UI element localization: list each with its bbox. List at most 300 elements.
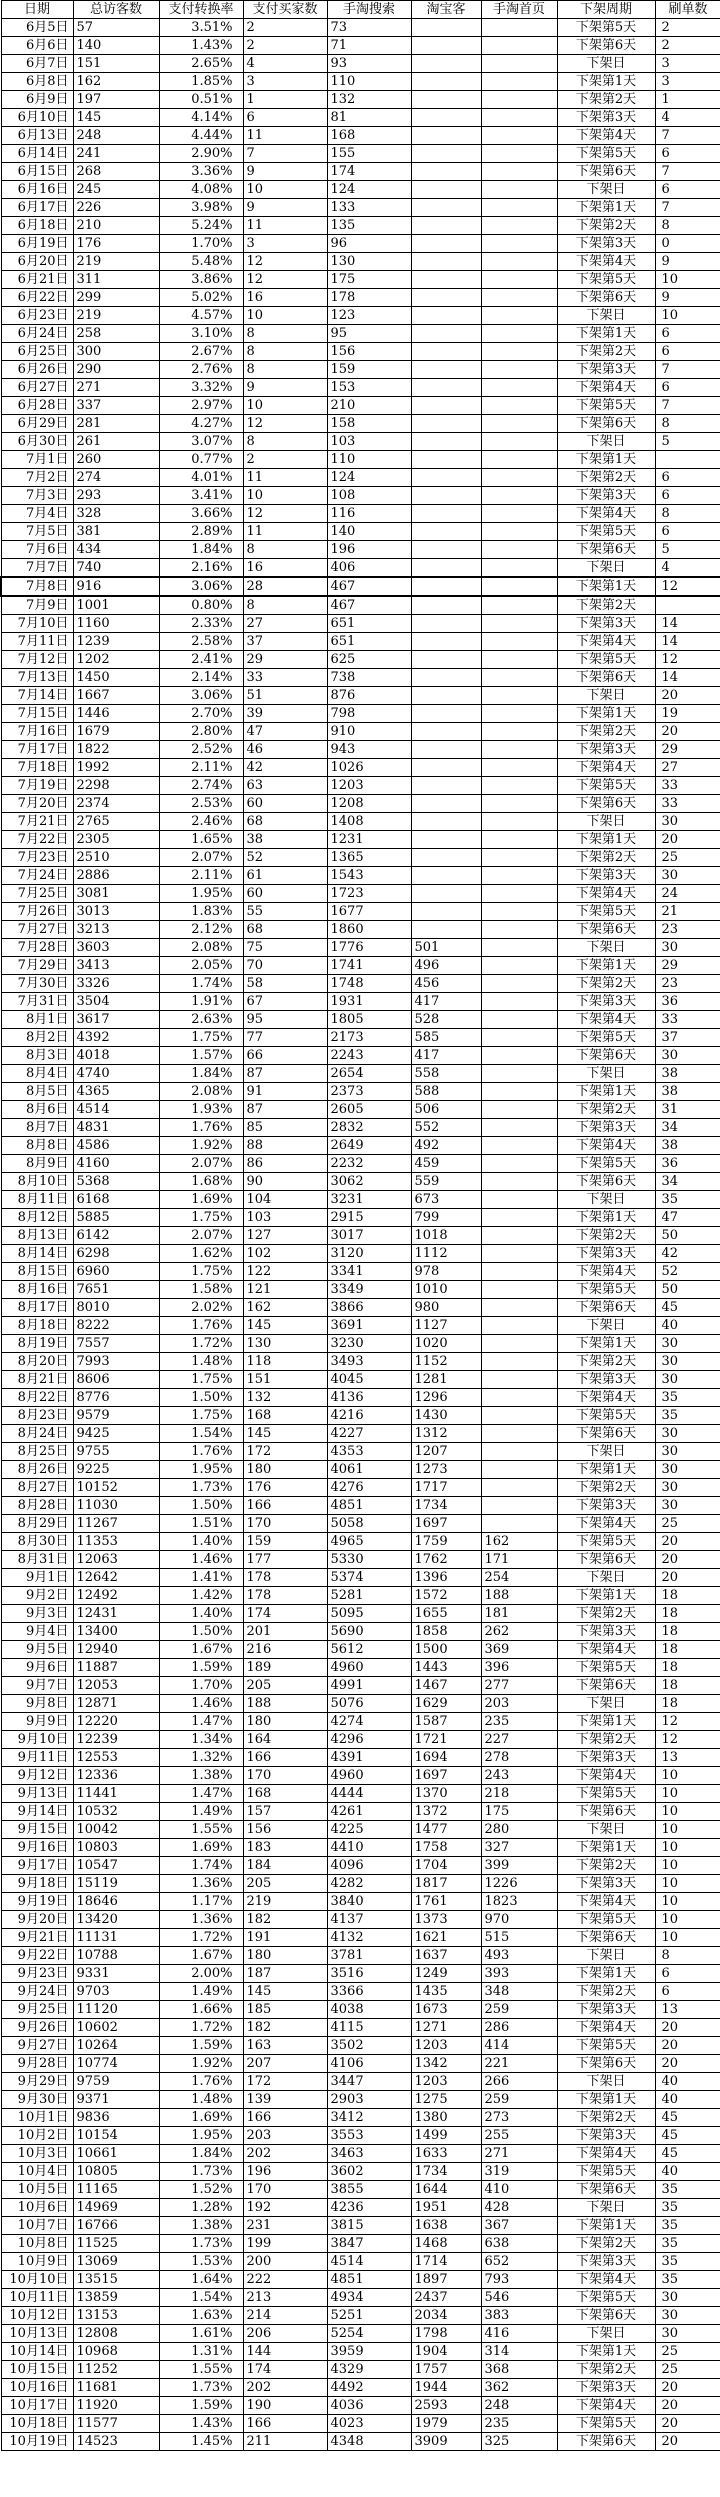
- cell-buyers: 85: [243, 1119, 327, 1137]
- cell-date: 6月15日: [1, 163, 73, 181]
- cell-total-visitors: 151: [73, 55, 159, 73]
- cell-total-visitors: 434: [73, 541, 159, 559]
- cell-buyers: 170: [243, 2181, 327, 2199]
- cell-buyers: 183: [243, 1839, 327, 1857]
- cell-date: 6月28日: [1, 397, 73, 415]
- cell-conversion-rate: 1.17%: [159, 1893, 243, 1911]
- table-row: [1, 37, 720, 55]
- cell-mobile-search: 96: [327, 235, 411, 253]
- cell-delist-cycle: 下架第2天: [557, 1479, 655, 1497]
- cell-date: 9月9日: [1, 1713, 73, 1731]
- cell-delist-cycle: 下架第6天: [557, 2307, 655, 2325]
- cell-buyers: 12: [243, 253, 327, 271]
- cell-mobile-search: 3120: [327, 1245, 411, 1263]
- cell-conversion-rate: 1.76%: [159, 1443, 243, 1461]
- cell-delist-cycle: 下架第2天: [557, 1101, 655, 1119]
- cell-mobile-homepage: [481, 1065, 557, 1083]
- cell-total-visitors: 4365: [73, 1083, 159, 1101]
- cell-date: 8月3日: [1, 1047, 73, 1065]
- cell-buyers: 190: [243, 2397, 327, 2415]
- cell-mobile-homepage: 393: [481, 1965, 557, 1983]
- cell-taobaoke: 1203: [411, 2037, 481, 2055]
- cell-total-visitors: 11252: [73, 2361, 159, 2379]
- cell-date: 6月24日: [1, 325, 73, 343]
- cell-buyers: 182: [243, 2019, 327, 2037]
- cell-mobile-search: 1365: [327, 849, 411, 867]
- cell-brush-count: 25: [655, 1515, 720, 1533]
- cell-delist-cycle: 下架第6天: [557, 795, 655, 813]
- cell-buyers: 202: [243, 2145, 327, 2163]
- cell-mobile-homepage: 416: [481, 2325, 557, 2343]
- cell-brush-count: 30: [655, 1371, 720, 1389]
- cell-delist-cycle: 下架第5天: [557, 1029, 655, 1047]
- cell-total-visitors: 5885: [73, 1209, 159, 1227]
- cell-brush-count: 33: [655, 777, 720, 795]
- cell-total-visitors: 258: [73, 325, 159, 343]
- cell-buyers: 157: [243, 1803, 327, 1821]
- cell-taobaoke: 1817: [411, 1875, 481, 1893]
- cell-delist-cycle: 下架日: [557, 55, 655, 73]
- cell-conversion-rate: 1.74%: [159, 1857, 243, 1875]
- table-row: [1, 523, 720, 541]
- cell-mobile-homepage: 383: [481, 2307, 557, 2325]
- cell-mobile-search: 3516: [327, 1965, 411, 1983]
- cell-taobaoke: 1757: [411, 2361, 481, 2379]
- cell-conversion-rate: 1.70%: [159, 235, 243, 253]
- cell-conversion-rate: 1.84%: [159, 541, 243, 559]
- cell-mobile-search: 1203: [327, 777, 411, 795]
- cell-mobile-homepage: [481, 451, 557, 469]
- cell-taobaoke: [411, 867, 481, 885]
- cell-brush-count: 20: [655, 2379, 720, 2397]
- cell-delist-cycle: 下架第5天: [557, 145, 655, 163]
- cell-taobaoke: 1296: [411, 1389, 481, 1407]
- cell-total-visitors: 5368: [73, 1173, 159, 1191]
- cell-total-visitors: 13859: [73, 2289, 159, 2307]
- cell-buyers: 61: [243, 867, 327, 885]
- cell-mobile-homepage: 181: [481, 1605, 557, 1623]
- cell-mobile-homepage: [481, 1101, 557, 1119]
- cell-mobile-homepage: [481, 73, 557, 91]
- cell-date: 8月17日: [1, 1299, 73, 1317]
- cell-brush-count: 12: [655, 1731, 720, 1749]
- cell-date: 9月19日: [1, 1893, 73, 1911]
- cell-buyers: 12: [243, 505, 327, 523]
- cell-taobaoke: [411, 73, 481, 91]
- cell-mobile-search: 1408: [327, 813, 411, 831]
- cell-date: 9月20日: [1, 1911, 73, 1929]
- table-row: [1, 1209, 720, 1227]
- cell-total-visitors: 4740: [73, 1065, 159, 1083]
- cell-conversion-rate: 1.69%: [159, 1191, 243, 1209]
- table-row: [1, 777, 720, 795]
- cell-mobile-homepage: 171: [481, 1551, 557, 1569]
- table-row: [1, 1497, 720, 1515]
- cell-conversion-rate: 1.47%: [159, 1785, 243, 1803]
- cell-total-visitors: 241: [73, 145, 159, 163]
- cell-delist-cycle: 下架第4天: [557, 1137, 655, 1155]
- cell-delist-cycle: 下架第1天: [557, 1587, 655, 1605]
- cell-date: 9月3日: [1, 1605, 73, 1623]
- table-row: [1, 1929, 720, 1947]
- cell-mobile-homepage: 254: [481, 1569, 557, 1587]
- cell-mobile-homepage: [481, 127, 557, 145]
- cell-brush-count: 14: [655, 615, 720, 633]
- cell-brush-count: 30: [655, 2325, 720, 2343]
- cell-brush-count: 18: [655, 1605, 720, 1623]
- cell-total-visitors: 1446: [73, 705, 159, 723]
- cell-buyers: 180: [243, 1461, 327, 1479]
- cell-date: 7月12日: [1, 651, 73, 669]
- cell-conversion-rate: 2.07%: [159, 1155, 243, 1173]
- cell-conversion-rate: 4.08%: [159, 181, 243, 199]
- cell-total-visitors: 9703: [73, 1983, 159, 2001]
- table-row: [1, 415, 720, 433]
- cell-date: 6月18日: [1, 217, 73, 235]
- cell-total-visitors: 140: [73, 37, 159, 55]
- cell-mobile-search: 95: [327, 325, 411, 343]
- cell-conversion-rate: 1.43%: [159, 2415, 243, 2433]
- cell-total-visitors: 10968: [73, 2343, 159, 2361]
- cell-delist-cycle: 下架第4天: [557, 633, 655, 651]
- cell-total-visitors: 10661: [73, 2145, 159, 2163]
- cell-mobile-homepage: 793: [481, 2271, 557, 2289]
- cell-taobaoke: 1435: [411, 1983, 481, 2001]
- cell-conversion-rate: 1.40%: [159, 1533, 243, 1551]
- cell-delist-cycle: 下架第6天: [557, 1047, 655, 1065]
- cell-buyers: 231: [243, 2217, 327, 2235]
- cell-delist-cycle: 下架第1天: [557, 325, 655, 343]
- cell-taobaoke: [411, 217, 481, 235]
- cell-conversion-rate: 2.67%: [159, 343, 243, 361]
- cell-total-visitors: 12553: [73, 1749, 159, 1767]
- cell-total-visitors: 16766: [73, 2217, 159, 2235]
- cell-taobaoke: [411, 433, 481, 451]
- cell-mobile-homepage: [481, 1425, 557, 1443]
- cell-mobile-search: 1723: [327, 885, 411, 903]
- cell-mobile-homepage: [481, 163, 557, 181]
- cell-conversion-rate: 4.44%: [159, 127, 243, 145]
- cell-taobaoke: [411, 289, 481, 307]
- table-row: [1, 2181, 720, 2199]
- cell-conversion-rate: 2.52%: [159, 741, 243, 759]
- table-row: [1, 2163, 720, 2181]
- cell-brush-count: 20: [655, 1569, 720, 1587]
- cell-mobile-homepage: [481, 307, 557, 325]
- cell-delist-cycle: 下架第4天: [557, 759, 655, 777]
- cell-date: 6月29日: [1, 415, 73, 433]
- cell-conversion-rate: 2.14%: [159, 669, 243, 687]
- cell-brush-count: 35: [655, 2217, 720, 2235]
- cell-mobile-homepage: 399: [481, 1857, 557, 1875]
- cell-taobaoke: [411, 596, 481, 615]
- cell-conversion-rate: 1.50%: [159, 1389, 243, 1407]
- cell-mobile-homepage: [481, 903, 557, 921]
- cell-taobaoke: 1655: [411, 1605, 481, 1623]
- cell-total-visitors: 274: [73, 469, 159, 487]
- cell-brush-count: 33: [655, 1011, 720, 1029]
- cell-taobaoke: 1112: [411, 1245, 481, 1263]
- cell-total-visitors: 210: [73, 217, 159, 235]
- cell-mobile-homepage: [481, 433, 557, 451]
- cell-mobile-homepage: [481, 1047, 557, 1065]
- cell-mobile-homepage: [481, 1335, 557, 1353]
- cell-brush-count: 35: [655, 1389, 720, 1407]
- cell-mobile-homepage: 327: [481, 1839, 557, 1857]
- cell-brush-count: [655, 596, 720, 615]
- cell-brush-count: 42: [655, 1245, 720, 1263]
- table-row: [1, 633, 720, 651]
- cell-brush-count: 8: [655, 415, 720, 433]
- cell-delist-cycle: 下架日: [557, 433, 655, 451]
- cell-delist-cycle: 下架第5天: [557, 523, 655, 541]
- cell-brush-count: 18: [655, 1641, 720, 1659]
- cell-total-visitors: 3013: [73, 903, 159, 921]
- cell-conversion-rate: 1.36%: [159, 1911, 243, 1929]
- cell-total-visitors: 13069: [73, 2253, 159, 2271]
- cell-delist-cycle: 下架第5天: [557, 651, 655, 669]
- cell-conversion-rate: 4.27%: [159, 415, 243, 433]
- cell-buyers: 144: [243, 2343, 327, 2361]
- cell-delist-cycle: 下架第5天: [557, 1281, 655, 1299]
- cell-date: 9月5日: [1, 1641, 73, 1659]
- cell-buyers: 180: [243, 1713, 327, 1731]
- cell-brush-count: 47: [655, 1209, 720, 1227]
- cell-buyers: 214: [243, 2307, 327, 2325]
- cell-total-visitors: 219: [73, 307, 159, 325]
- cell-mobile-homepage: 175: [481, 1803, 557, 1821]
- cell-brush-count: 10: [655, 1893, 720, 1911]
- cell-brush-count: [655, 451, 720, 469]
- cell-mobile-search: 3602: [327, 2163, 411, 2181]
- table-row: [1, 2289, 720, 2307]
- cell-buyers: 63: [243, 777, 327, 795]
- cell-conversion-rate: 2.07%: [159, 1227, 243, 1245]
- table-row: [1, 2253, 720, 2271]
- cell-date: 8月9日: [1, 1155, 73, 1173]
- cell-delist-cycle: 下架日: [557, 813, 655, 831]
- table-row: [1, 1713, 720, 1731]
- cell-brush-count: 10: [655, 1803, 720, 1821]
- cell-buyers: 1: [243, 91, 327, 109]
- cell-mobile-search: 4106: [327, 2055, 411, 2073]
- cell-brush-count: 6: [655, 145, 720, 163]
- cell-mobile-homepage: [481, 651, 557, 669]
- cell-date: 7月3日: [1, 487, 73, 505]
- cell-total-visitors: 281: [73, 415, 159, 433]
- cell-total-visitors: 6142: [73, 1227, 159, 1245]
- header-row: [1, 1, 720, 19]
- table-row: [1, 2109, 720, 2127]
- cell-taobaoke: 1203: [411, 2073, 481, 2091]
- cell-delist-cycle: 下架第5天: [557, 2289, 655, 2307]
- cell-total-visitors: 11353: [73, 1533, 159, 1551]
- table-row: [1, 2217, 720, 2235]
- table-row: [1, 1227, 720, 1245]
- cell-date: 7月5日: [1, 523, 73, 541]
- cell-total-visitors: 10805: [73, 2163, 159, 2181]
- cell-buyers: 178: [243, 1569, 327, 1587]
- cell-date: 6月22日: [1, 289, 73, 307]
- cell-date: 6月17日: [1, 199, 73, 217]
- cell-delist-cycle: 下架第6天: [557, 541, 655, 559]
- header-conversion-rate: 支付转换率: [159, 1, 243, 19]
- cell-delist-cycle: 下架第5天: [557, 1533, 655, 1551]
- cell-delist-cycle: 下架第6天: [557, 1803, 655, 1821]
- cell-total-visitors: 290: [73, 361, 159, 379]
- cell-mobile-search: 1677: [327, 903, 411, 921]
- table-row: [1, 271, 720, 289]
- cell-brush-count: 6: [655, 181, 720, 199]
- cell-date: 8月26日: [1, 1461, 73, 1479]
- cell-delist-cycle: 下架第2天: [557, 596, 655, 615]
- cell-conversion-rate: 1.76%: [159, 2073, 243, 2091]
- cell-taobaoke: 1897: [411, 2271, 481, 2289]
- cell-date: 10月15日: [1, 2361, 73, 2379]
- cell-brush-count: 4: [655, 559, 720, 578]
- cell-mobile-homepage: 278: [481, 1749, 557, 1767]
- cell-taobaoke: 559: [411, 1173, 481, 1191]
- cell-mobile-homepage: [481, 939, 557, 957]
- cell-brush-count: 35: [655, 2199, 720, 2217]
- table-row: [1, 2397, 720, 2415]
- table-row: [1, 2235, 720, 2253]
- table-row: [1, 505, 720, 523]
- cell-buyers: 10: [243, 181, 327, 199]
- cell-delist-cycle: 下架第1天: [557, 1839, 655, 1857]
- cell-taobaoke: 1629: [411, 1695, 481, 1713]
- cell-conversion-rate: 1.65%: [159, 831, 243, 849]
- cell-taobaoke: [411, 181, 481, 199]
- table-row: [1, 1659, 720, 1677]
- cell-buyers: 33: [243, 669, 327, 687]
- cell-taobaoke: [411, 559, 481, 578]
- cell-total-visitors: 260: [73, 451, 159, 469]
- cell-mobile-search: 156: [327, 343, 411, 361]
- cell-conversion-rate: 5.48%: [159, 253, 243, 271]
- table-row: [1, 1263, 720, 1281]
- cell-mobile-search: 153: [327, 379, 411, 397]
- cell-taobaoke: 1721: [411, 1731, 481, 1749]
- cell-brush-count: 35: [655, 2235, 720, 2253]
- cell-buyers: 206: [243, 2325, 327, 2343]
- cell-mobile-search: 4045: [327, 1371, 411, 1389]
- cell-mobile-search: 4276: [327, 1479, 411, 1497]
- cell-brush-count: 30: [655, 1353, 720, 1371]
- table-row: [1, 2073, 720, 2091]
- cell-delist-cycle: 下架第3天: [557, 1749, 655, 1767]
- cell-delist-cycle: 下架第2天: [557, 217, 655, 235]
- cell-date: 8月16日: [1, 1281, 73, 1299]
- table-row: [1, 596, 720, 615]
- cell-taobaoke: [411, 253, 481, 271]
- cell-buyers: 12: [243, 271, 327, 289]
- table-row: [1, 73, 720, 91]
- cell-date: 8月7日: [1, 1119, 73, 1137]
- cell-conversion-rate: 1.84%: [159, 2145, 243, 2163]
- cell-mobile-homepage: 218: [481, 1785, 557, 1803]
- cell-taobaoke: 1275: [411, 2091, 481, 2109]
- cell-date: 9月16日: [1, 1839, 73, 1857]
- table-row: [1, 1839, 720, 1857]
- cell-buyers: 88: [243, 1137, 327, 1155]
- table-row: [1, 759, 720, 777]
- cell-total-visitors: 11030: [73, 1497, 159, 1515]
- cell-conversion-rate: 1.74%: [159, 975, 243, 993]
- cell-brush-count: 30: [655, 939, 720, 957]
- cell-mobile-homepage: [481, 37, 557, 55]
- cell-mobile-search: 1741: [327, 957, 411, 975]
- cell-buyers: 6: [243, 109, 327, 127]
- cell-buyers: 11: [243, 217, 327, 235]
- cell-conversion-rate: 2.58%: [159, 633, 243, 651]
- cell-taobaoke: 1734: [411, 1497, 481, 1515]
- cell-mobile-search: 1776: [327, 939, 411, 957]
- cell-mobile-search: 4851: [327, 1497, 411, 1515]
- cell-taobaoke: 2593: [411, 2397, 481, 2415]
- cell-delist-cycle: 下架第2天: [557, 1857, 655, 1875]
- table-row: [1, 687, 720, 705]
- cell-mobile-search: 1208: [327, 795, 411, 813]
- cell-taobaoke: [411, 307, 481, 325]
- cell-mobile-homepage: 262: [481, 1623, 557, 1641]
- cell-buyers: 67: [243, 993, 327, 1011]
- cell-mobile-homepage: [481, 849, 557, 867]
- cell-buyers: 168: [243, 1785, 327, 1803]
- cell-buyers: 8: [243, 596, 327, 615]
- cell-date: 7月26日: [1, 903, 73, 921]
- cell-mobile-search: 651: [327, 633, 411, 651]
- cell-mobile-search: 140: [327, 523, 411, 541]
- cell-brush-count: 3: [655, 73, 720, 91]
- cell-date: 10月16日: [1, 2379, 73, 2397]
- cell-mobile-homepage: 410: [481, 2181, 557, 2199]
- cell-date: 8月28日: [1, 1497, 73, 1515]
- cell-mobile-homepage: [481, 1011, 557, 1029]
- cell-delist-cycle: 下架第2天: [557, 975, 655, 993]
- cell-mobile-search: 116: [327, 505, 411, 523]
- cell-taobaoke: 1587: [411, 1713, 481, 1731]
- cell-delist-cycle: 下架第3天: [557, 1497, 655, 1515]
- cell-mobile-search: 133: [327, 199, 411, 217]
- cell-conversion-rate: 1.50%: [159, 1623, 243, 1641]
- cell-total-visitors: 311: [73, 271, 159, 289]
- cell-mobile-homepage: 368: [481, 2361, 557, 2379]
- cell-delist-cycle: 下架第4天: [557, 1389, 655, 1407]
- cell-brush-count: 25: [655, 849, 720, 867]
- table-row: [1, 1857, 720, 1875]
- cell-brush-count: 34: [655, 1173, 720, 1191]
- cell-mobile-homepage: [481, 55, 557, 73]
- cell-delist-cycle: 下架第6天: [557, 163, 655, 181]
- cell-total-visitors: 12053: [73, 1677, 159, 1695]
- cell-brush-count: 13: [655, 1749, 720, 1767]
- cell-conversion-rate: 1.43%: [159, 37, 243, 55]
- cell-buyers: 166: [243, 1497, 327, 1515]
- cell-taobaoke: 2437: [411, 2289, 481, 2307]
- cell-mobile-homepage: 428: [481, 2199, 557, 2217]
- cell-mobile-homepage: [481, 615, 557, 633]
- cell-brush-count: 30: [655, 1443, 720, 1461]
- cell-delist-cycle: 下架第6天: [557, 415, 655, 433]
- cell-total-visitors: 3504: [73, 993, 159, 1011]
- cell-buyers: 122: [243, 1263, 327, 1281]
- cell-brush-count: 35: [655, 2253, 720, 2271]
- cell-total-visitors: 245: [73, 181, 159, 199]
- cell-buyers: 205: [243, 1677, 327, 1695]
- cell-taobaoke: 558: [411, 1065, 481, 1083]
- cell-mobile-homepage: [481, 1515, 557, 1533]
